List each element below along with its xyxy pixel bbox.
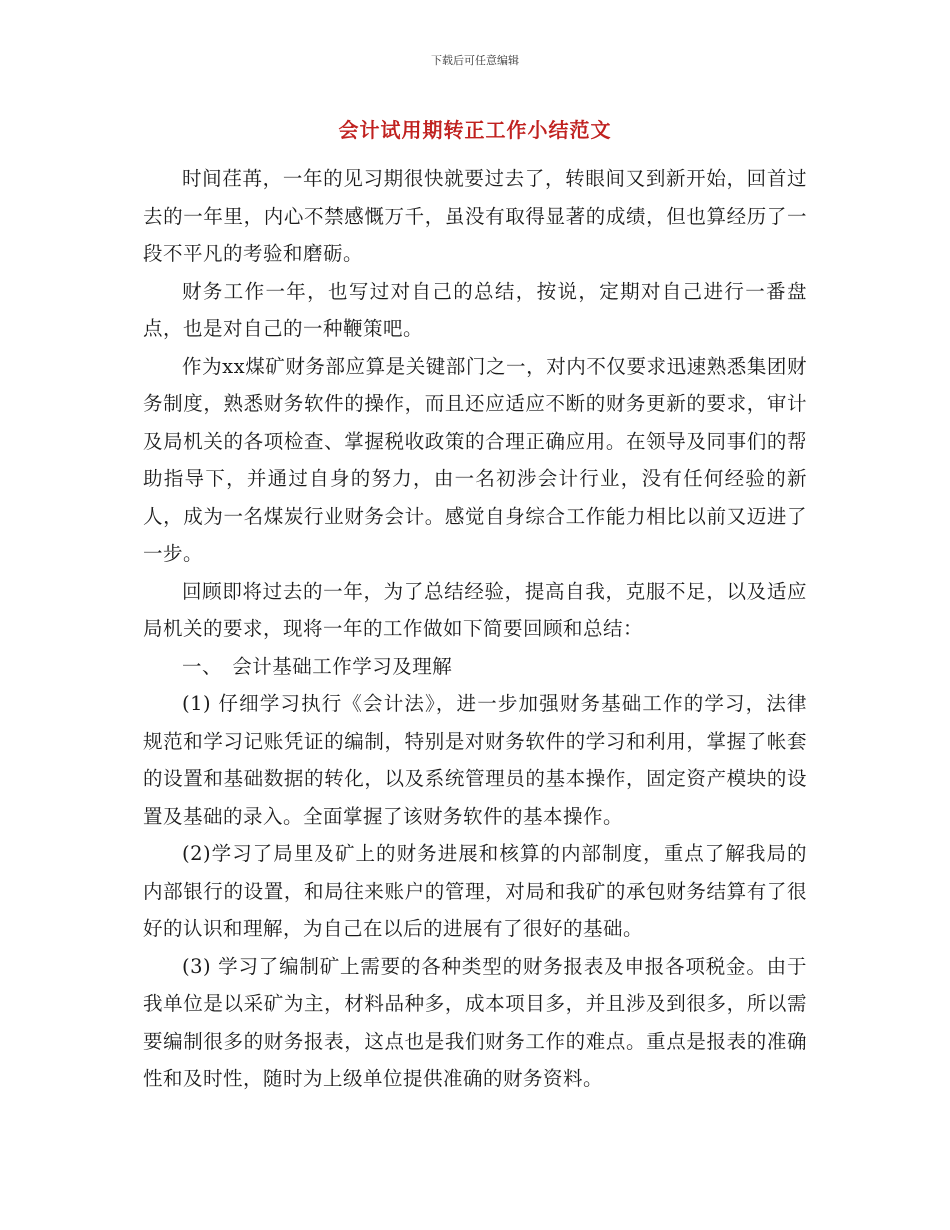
- paragraph-item-2: (2)学习了局里及矿上的财务进展和核算的内部制度，重点了解我局的内部银行的设置，和局往来账户的管理，对局和我矿的承包财务结算有了很好的认识和理解，为自己在以后的进展有了很好的基础。: [143, 842, 807, 940]
- paragraph-self-review: 财务工作一年，也写过对自己的总结，按说，定期对自己进行一番盘点，也是对自己的一种鞭策吧。: [143, 279, 807, 340]
- paragraph-intro: 时间荏苒，一年的见习期很快就要过去了，转眼间又到新开始，回首过去的一年里，内心不禁感慨万千，虽没有取得显著的成绩，但也算经历了一段不平凡的考验和磨砺。: [143, 167, 807, 265]
- section-heading-accounting-basics: 一、 会计基础工作学习及理解: [182, 654, 453, 678]
- paragraph-role: 作为xx煤矿财务部应算是关键部门之一，对内不仅要求迅速熟悉集团财务制度，熟悉财务软件的操作，而且还应适应不断的财务更新的要求，审计及局机关的各项检查、掌握税收政策的合理正确应用。在领导及同事们的帮助指导下，并通过自身的努力，由一名初涉会计行业，没有任何经验的新人，成为一名煤炭行业财务会计。感觉自身综合工作能力相比以前又迈进了一步。: [143, 354, 807, 565]
- document-title: 会计试用期转正工作小结范文: [338, 118, 612, 142]
- paragraph-item-1: (1) 仔细学习执行《会计法》，进一步加强财务基础工作的学习，法律规范和学习记账凭证的编制，特别是对财务软件的学习和利用，掌握了帐套的设置和基础数据的转化，以及系统管理员的基本操作，固定资产模块的设置及基础的录入。全面掌握了该财务软件的基本操作。: [143, 692, 807, 828]
- document-body: [143, 160, 807, 1098]
- paragraph-item-3: (3) 学习了编制矿上需要的各种类型的财务报表及申报各项税金。由于我单位是以采矿为主，材料品种多，成本项目多，并且涉及到很多，所以需要编制很多的财务报表，这点也是我们财务工作的难点。重点是报表的准确性和及时性，随时为上级单位提供准确的财务资料。: [143, 954, 807, 1090]
- header-note: 下载后可任意编辑: [431, 54, 519, 67]
- paragraph-review-intro: 回顾即将过去的一年，为了总结经验，提高自我，克服不足，以及适应局机关的要求，现将一年的工作做如下简要回顾和总结：: [143, 579, 807, 640]
